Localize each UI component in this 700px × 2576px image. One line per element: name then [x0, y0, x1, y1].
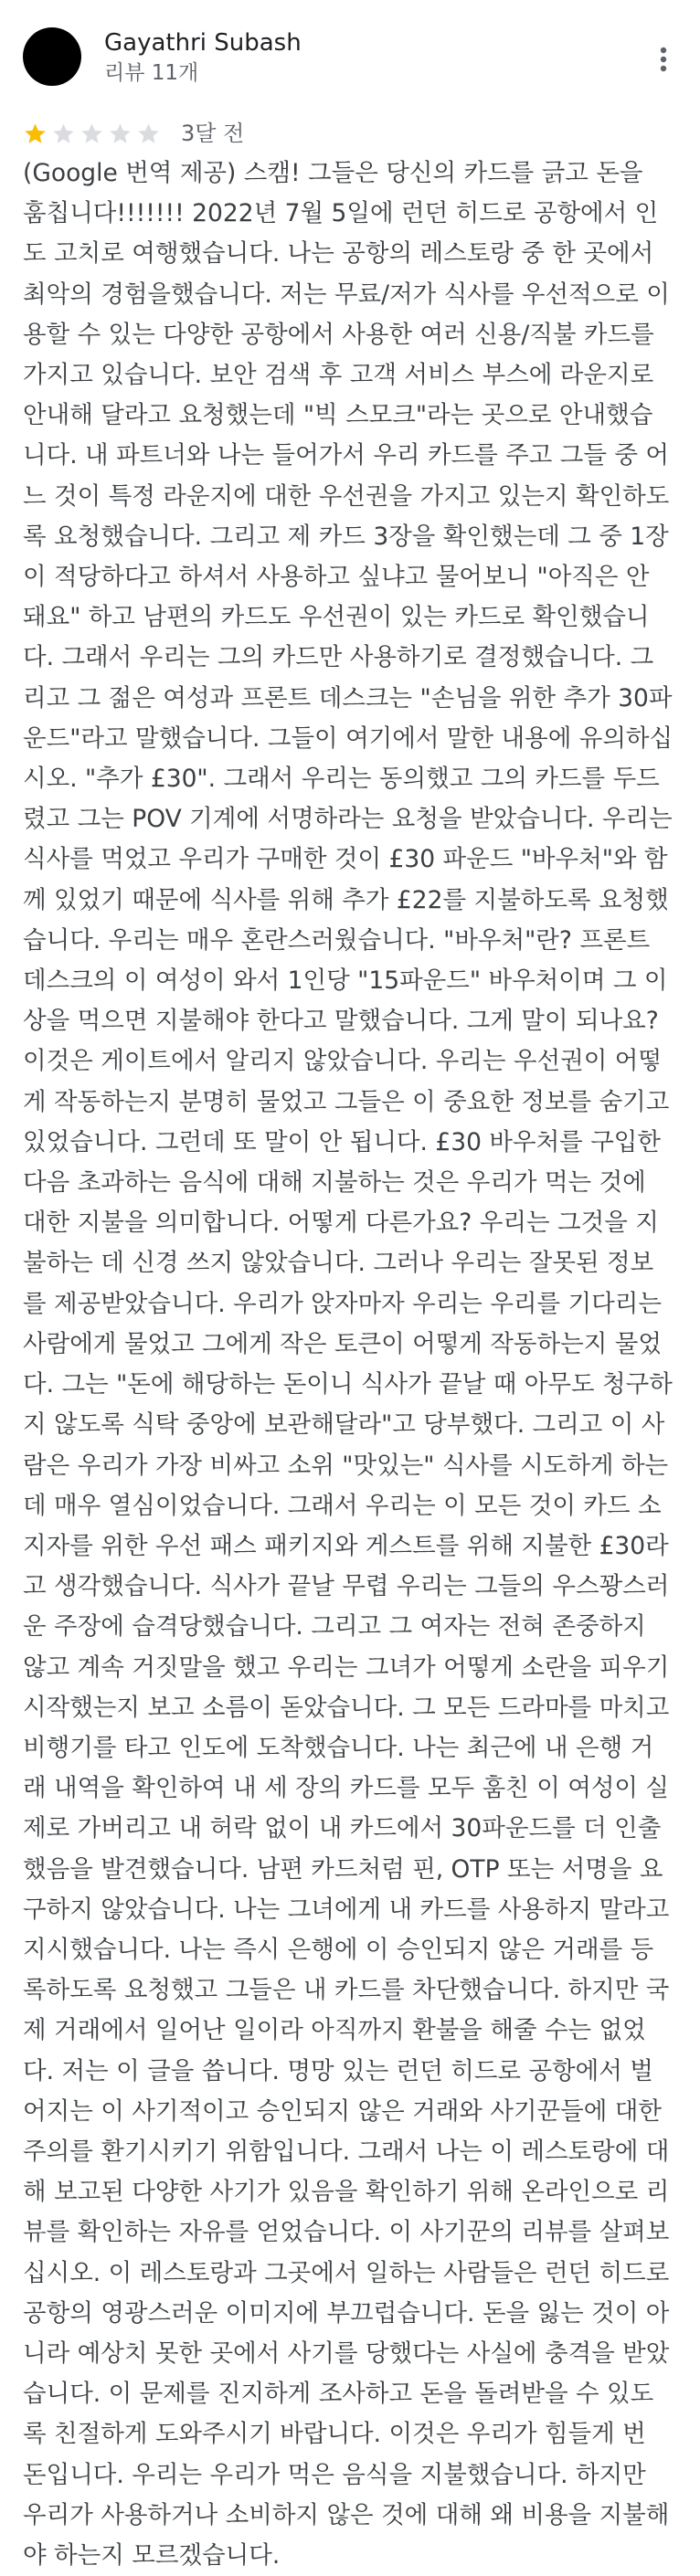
more-vert-icon — [660, 47, 667, 72]
star-empty-icon — [80, 121, 104, 146]
review-text: (Google 번역 제공) 스캠! 그들은 당신의 카드를 긁고 돈을 훔칩니다!!!!!!! 2022년 7월 5일에 런던 히드로 공항에서 인도 고치로 여행했습니다. 나는 공항의 레스토랑 중 한 곳에서 최악의 경험을했습니다. 저는 무료/저가 식사를 우선적으로 이용할 수 있는 다양한 공항에서 사용한 여러 신용/직불 카드를 가지고 있습니다. 보안 검색 후 고객 서비스 부스에 라운지로 안내해 달라고 요청했는데 "빅 스모크"라는 곳으로 안내했습니다. 내 파트너와 나는 들어가서 우리 카드를 주고 그들 중 어느 것이 특정 라운지에 대한 우선권을 가지고 있는지 확인하도록 요청했습니다. 그리고 제 카드 3장을 확인했는데 그 중 1장이 적당하다고 하셔서 사용하고 싶냐고 물어보니 "아직은 안 돼요" 하고 남편의 카드도 우선권이 있는 카드로 확인했습니다. 그래서 우리는 그의 카드만 사용하기로 결정했습니다. 그리고 그 젊은 여성과 프론트 데스크는 "손님을 위한 추가 30파운드"라고 말했습니다. 그들이 여기에서 말한 내용에 유의하십시오. "추가 £30". 그래서 우리는 동의했고 그의 카드를 두드렸고 그는 POV 기계에 서명하라는 요청을 받았습니다. 우리는 식사를 먹었고 우리가 구매한 것이 £30 파운드 "바우처"와 함께 있었기 때문에 식사를 위해 추가 £22를 지불하도록 요청했습니다. 우리는 매우 혼란스러웠습니다. "바우처"란? 프론트 데스크의 이 여성이 와서 1인당 "15파운드" 바우처이며 그 이상을 먹으면 지불해야 한다고 말했습니다. 그게 말이 되나요? 이것은 게이트에서 알리지 않았습니다. 우리는 우선권이 어떻게 작동하는지 분명히 물었고 그들은 이 중요한 정보를 숨기고 있었습니다. 그런데 또 말이 안 됩니다. £30 바우처를 구입한 다음 초과하는 음식에 대해 지불하는 것은 우리가 먹는 것에 대한 지불을 의미합니다. 어떻게 다른가요? 우리는 그것을 지불하는 데 신경 쓰지 않았습니다. 그러나 우리는 잘못된 정보를 제공받았습니다. 우리가 앉자마자 우리는 우리를 기다리는 사람에게 물었고 그에게 작은 토큰이 어떻게 작동하는지 물었다. 그는 "돈에 해당하는 돈이니 식사가 끝날 때 아무도 청구하지 않도록 식탁 중앙에 보관해달라"고 당부했다. 그리고 이 사람은 우리가 가장 비싸고 소위 "맛있는" 식사를 시도하게 하는 데 매우 열심이었습니다. 그래서 우리는 이 모든 것이 카드 소지자를 위한 우선 패스 패키지와 게스트를 위해 지불한 £30라고 생각했습니다. 식사가 끝날 무렵 우리는 그들의 우스꽝스러운 주장에 습격당했습니다. 그리고 그 여자는 전혀 존중하지 않고 계속 거짓말을 했고 우리는 그녀가 어떻게 소란을 피우기 시작했는지 보고 소름이 돋았습니다. 그 모든 드라마를 마치고 비행기를 타고 인도에 도착했습니다. 나는 최근에 내 은행 거래 내역을 확인하여 내 세 장의 카드를 모두 훔친 이 여성이 실제로 가버리고 내 허락 없이 내 카드에서 30파운드를 더 인출했음을 발견했습니다. 남편 카드처럼 핀, OTP 또는 서명을 요구하지 않았습니다. 나는 그녀에게 내 카드를 사용하지 말라고 지시했습니다. 나는 즉시 은행에 이 승인되지 않은 거래를 등록하도록 요청했고 그들은 내 카드를 차단했습니다. 하지만 국제 거래에서 일어난 일이라 아직까지 환불을 해줄 수는 없었다. 저는 이 글을 씁니다. 명망 있는 런던 히드로 공항에서 벌어지는 이 사기적이고 승인되지 않은 거래와 사기꾼들에 대한 주의를 환기시키기 위함입니다. 그래서 나는 이 레스토랑에 대해 보고된 다양한 사기가 있음을 확인하기 위해 온라인으로 리뷰를 확인하는 자유를 얻었습니다. 이 사기꾼의 리뷰를 살펴보십시오. 이 레스토랑과 그곳에서 일하는 사람들은 런던 히드로 공항의 영광스러운 이미지에 부끄럽습니다. 돈을 잃는 것이 아니라 예상치 못한 곳에서 사기를 당했다는 사실에 충격을 받았습니다. 이 문제를 진지하게 조사하고 돈을 돌려받을 수 있도록 친절하게 도와주시기 바랍니다. 이것은 우리가 힘들게 번 돈입니다. 우리는 우리가 먹은 음식을 지불했습니다. 하지만 우리가 사용하거나 소비하지 않은 것에 대해 왜 비용을 지불해야 하는지 모르겠습니다. — [23, 159, 673, 2570]
star-empty-icon — [108, 121, 133, 146]
star-filled-icon — [23, 121, 48, 146]
rating-row — [23, 117, 244, 150]
avatar[interactable] — [23, 27, 81, 86]
review-header — [23, 25, 677, 90]
star-empty-icon — [51, 121, 76, 146]
more-options-button[interactable] — [650, 41, 677, 78]
review-date: 3달 전 — [181, 121, 245, 146]
star-rating — [23, 121, 161, 146]
author-name[interactable]: Gayathri Subash — [104, 29, 302, 57]
star-empty-icon — [136, 121, 161, 146]
author-review-count: 리뷰 11개 — [104, 61, 199, 85]
